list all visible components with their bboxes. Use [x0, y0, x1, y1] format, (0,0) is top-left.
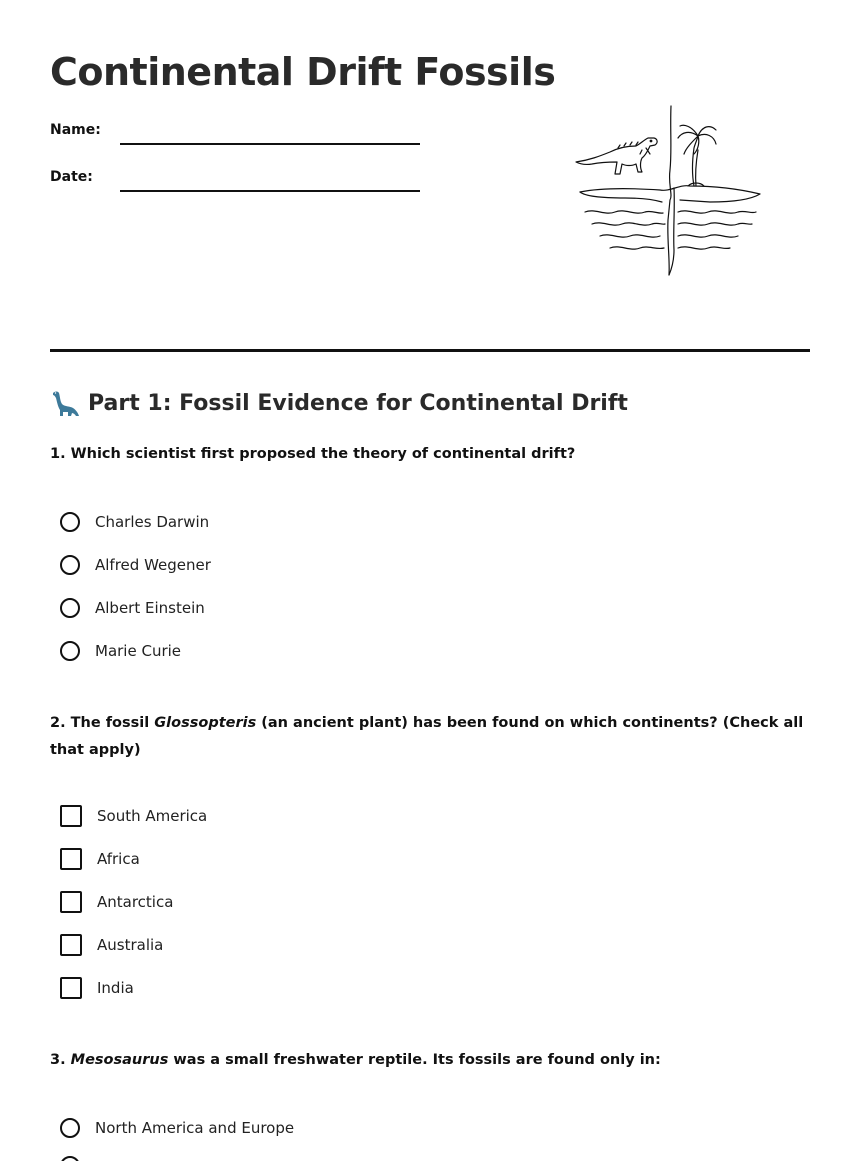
q3-option-1[interactable]: North America and Europe: [60, 1116, 294, 1140]
q2-option-2[interactable]: Africa: [60, 847, 140, 871]
radio-button[interactable]: [60, 512, 80, 532]
radio-button[interactable]: [60, 641, 80, 661]
q1-option-3[interactable]: Albert Einstein: [60, 596, 205, 620]
checkbox[interactable]: [60, 977, 82, 999]
checkbox[interactable]: [60, 934, 82, 956]
question-3: 3. Mesosaurus was a small freshwater reptile. Its fossils are found only in:: [50, 1052, 661, 1068]
radio-button[interactable]: [60, 1156, 80, 1161]
q2-option-1[interactable]: South America: [60, 804, 207, 828]
name-field[interactable]: [120, 143, 420, 145]
section-title: [50, 388, 628, 418]
checkbox[interactable]: [60, 891, 82, 913]
q1-option-2[interactable]: Alfred Wegener: [60, 553, 211, 577]
date-field[interactable]: [120, 190, 420, 192]
dinosaur-palm-rift-illustration: [570, 100, 770, 280]
radio-button[interactable]: [60, 1118, 80, 1138]
question-1: 1. Which scientist first proposed the theory of continental drift?: [50, 446, 576, 462]
q1-option-4[interactable]: Marie Curie: [60, 639, 181, 663]
date-label: Date:: [50, 169, 93, 185]
section-divider: [50, 349, 810, 352]
checkbox[interactable]: [60, 805, 82, 827]
q2-option-4[interactable]: Australia: [60, 933, 163, 957]
checkbox[interactable]: [60, 848, 82, 870]
name-label: Name:: [50, 122, 101, 138]
q2-option-5[interactable]: India: [60, 976, 134, 1000]
q1-option-1[interactable]: Charles Darwin: [60, 510, 209, 534]
page-title: Continental Drift Fossils: [50, 50, 556, 94]
question-2: 2. The fossil Glossopteris (an ancient plant) has been found on which continents? (Check all that apply): [50, 715, 804, 758]
sauropod-icon: [50, 388, 80, 418]
radio-button[interactable]: [60, 598, 80, 618]
radio-button[interactable]: [60, 555, 80, 575]
section-title-text: Part 1: Fossil Evidence for Continental Drift: [88, 390, 628, 416]
q2-option-3[interactable]: Antarctica: [60, 890, 173, 914]
q3-option-2[interactable]: [60, 1156, 95, 1161]
